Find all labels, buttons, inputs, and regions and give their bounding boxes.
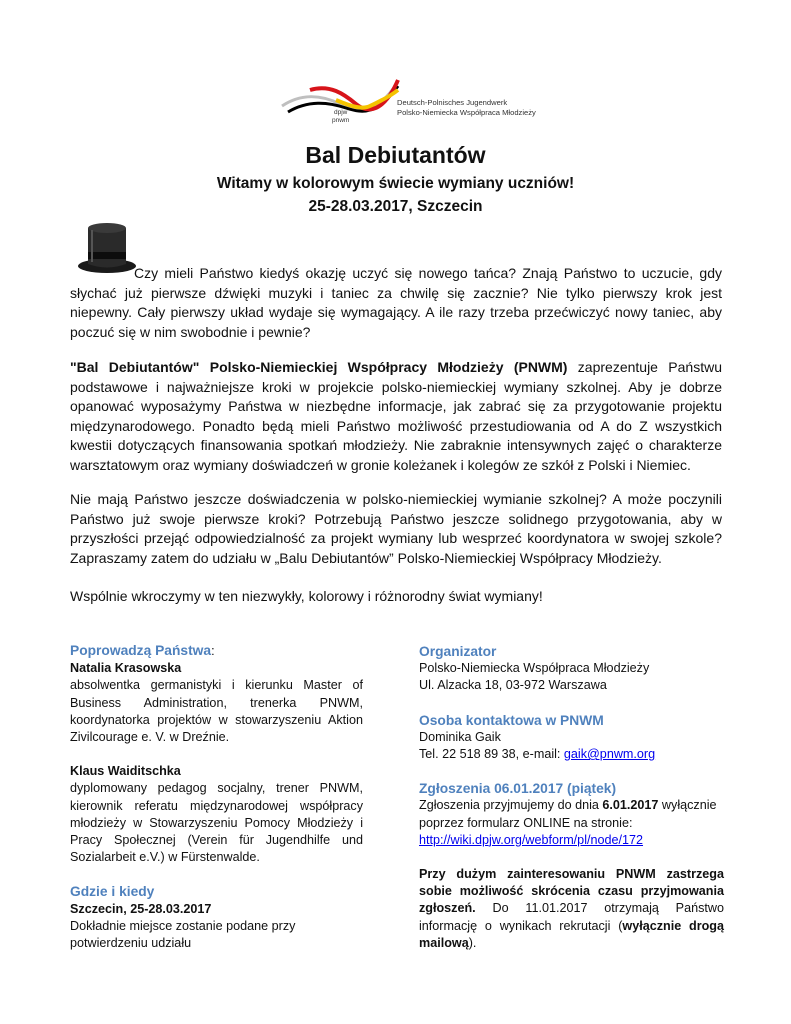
- right-column: [419, 643, 724, 952]
- where-note: Dokładnie miejsce zostanie podane przy potwierdzeniu udziału: [70, 918, 296, 951]
- registration-heading: Zgłoszenia 06.01.2017 (piątek): [419, 781, 617, 797]
- contact-line: [419, 746, 724, 763]
- registration-note: [419, 866, 724, 952]
- organizer-name: Polsko-Niemiecka Współpraca Młodzieży: [419, 661, 650, 676]
- registration-form-link[interactable]: http://wiki.dpjw.org/webform/pl/node/172: [419, 832, 644, 847]
- logo-abbr-dpjw: dpjw: [333, 109, 348, 116]
- logo: [280, 76, 550, 132]
- organizer-address: Ul. Alzacka 18, 03-972 Warszawa: [419, 678, 607, 693]
- intro-paragraph-4: Wspólnie wkroczymy w ten niezwykły, kolorowy i różnorodny świat wymiany!: [70, 588, 543, 604]
- hosts-heading-colon: :: [211, 644, 215, 658]
- intro-paragraph-2-text: zaprezentuje Państwu podstawowe i najważniejsze kroki w projekcie polsko-niemieckiej wymiany szkolnej. Aby je dobrze opanować wyposażymy Państwa w niezbędne informacje, jak zabrać się za przygotowanie projektu międzynarodowego. Ponadto będą mieli Państwo możliwość przestudiowania od A do Z wszystkich kwestii dotyczących finansowania spotkań młodzieży. Nie zabraknie intensywnych zajęć o charakterze warsztatowym oraz wymiany doświadczeń w gronie koleżanek i kolegów ze szkół z Polski i Niemiec.: [70, 359, 723, 473]
- where-heading: Gdzie i kiedy: [70, 884, 155, 900]
- where-date: Szczecin, 25-28.03.2017: [70, 901, 212, 916]
- intro-paragraph-3: Nie mają Państwo jeszcze doświadczenia w polsko-niemieckiej wymianie szkolnej? A może poczynili Państwo już swoje pierwsze kroki? Potrzebują Państwo jeszcze solidnego przygotowania, aby w przyszłości przejąć odpowiedzialność za projekt wymiany lub wesprzeć koordynatora w swojej szkole? Zapraszamy zatem do udziału w „Balu Debiutantów” Polsko-Niemieckiej Współpracy Młodzieży.: [70, 491, 722, 566]
- logo-line-de: Deutsch-Polnisches Jugendwerk: [397, 98, 508, 107]
- logo-line-pl: Polsko-Niemiecka Współpraca Młodzieży: [397, 108, 536, 117]
- host2-description: dyplomowany pedagog socjalny, trener PNWM, kierownik referatu międzynarodowej współpracy młodzieży w Stowarzyszeniu Pomocy Młodzieży i Pracy Społecznej (Verein für Jugendhilfe und Sozialarbeit e.V.) w Fürstenwalde.: [70, 781, 363, 865]
- date-place: 25-28.03.2017, Szczecin: [308, 198, 483, 215]
- logo-text: [397, 98, 536, 118]
- intro-paragraph-1: Czy mieli Państwo kiedyś okazję uczyć się nowego tańca? Znają Państwo to uczucie, gdy słychać już pierwsze dźwięki muzyki i taniec za chwilę się zacznie? Nie tylko pierwszy krok jest niepewny. Cały pierwszy układ wydaje się wymagający. A ile razy trzeba przećwiczyć nowy taniec, aby poczuć się w nim swobodnie i pewnie?: [70, 265, 722, 340]
- intro-paragraph-2-bold: "Bal Debiutantów" Polsko-Niemieckiej Współpracy Młodzieży (PNWM): [70, 359, 568, 375]
- host2-name: Klaus Waiditschka: [70, 764, 181, 779]
- note-text-1: Do 11.01.2017 otrzymają Państwo informację o wynikach rekrutacji (: [419, 901, 724, 933]
- left-column: [70, 642, 363, 952]
- contact-heading: Osoba kontaktowa w PNWM: [419, 712, 604, 728]
- page-subtitle: Witamy w kolorowym świecie wymiany uczniów!: [216, 175, 575, 192]
- registration-text-1: Zgłoszenia przyjmujemy do dnia: [419, 798, 603, 813]
- logo-abbr-pnwm: pnwm: [332, 116, 350, 124]
- host1-name: Natalia Krasowska: [70, 661, 182, 676]
- contact-name: Dominika Gaik: [419, 729, 501, 744]
- registration-text: [419, 797, 724, 831]
- hosts-heading: Poprowadzą Państwa: [70, 643, 212, 658]
- logo-abbreviation: [332, 109, 349, 124]
- registration-date: 6.01.2017: [602, 798, 659, 813]
- registration-text-2: wyłącznie poprzez formularz ONLINE na stronie:: [419, 798, 717, 830]
- page-title: Bal Debiutantów: [305, 142, 486, 168]
- contact-tel: Tel. 22 518 89 38, e-mail:: [419, 747, 564, 762]
- organizer-heading: Organizator: [419, 644, 497, 659]
- host1-description: absolwentka germanistyki i kierunku Master of Business Administration, trenerka PNWM, koordynatorka projektów w stowarzyszeniu Aktion Zivilcourage e. V. w Dreźnie.: [70, 678, 363, 745]
- note-bold-2: wyłącznie drogą mailową: [419, 918, 724, 950]
- contact-email-link[interactable]: gaik@pnwm.org: [563, 747, 656, 762]
- intro-paragraph-2: [70, 358, 722, 475]
- note-bold: Przy dużym zainteresowaniu PNWM zastrzega sobie możliwość skrócenia czasu przyjmowania zgłoszeń.: [419, 867, 724, 916]
- note-text-2: ).: [468, 935, 477, 950]
